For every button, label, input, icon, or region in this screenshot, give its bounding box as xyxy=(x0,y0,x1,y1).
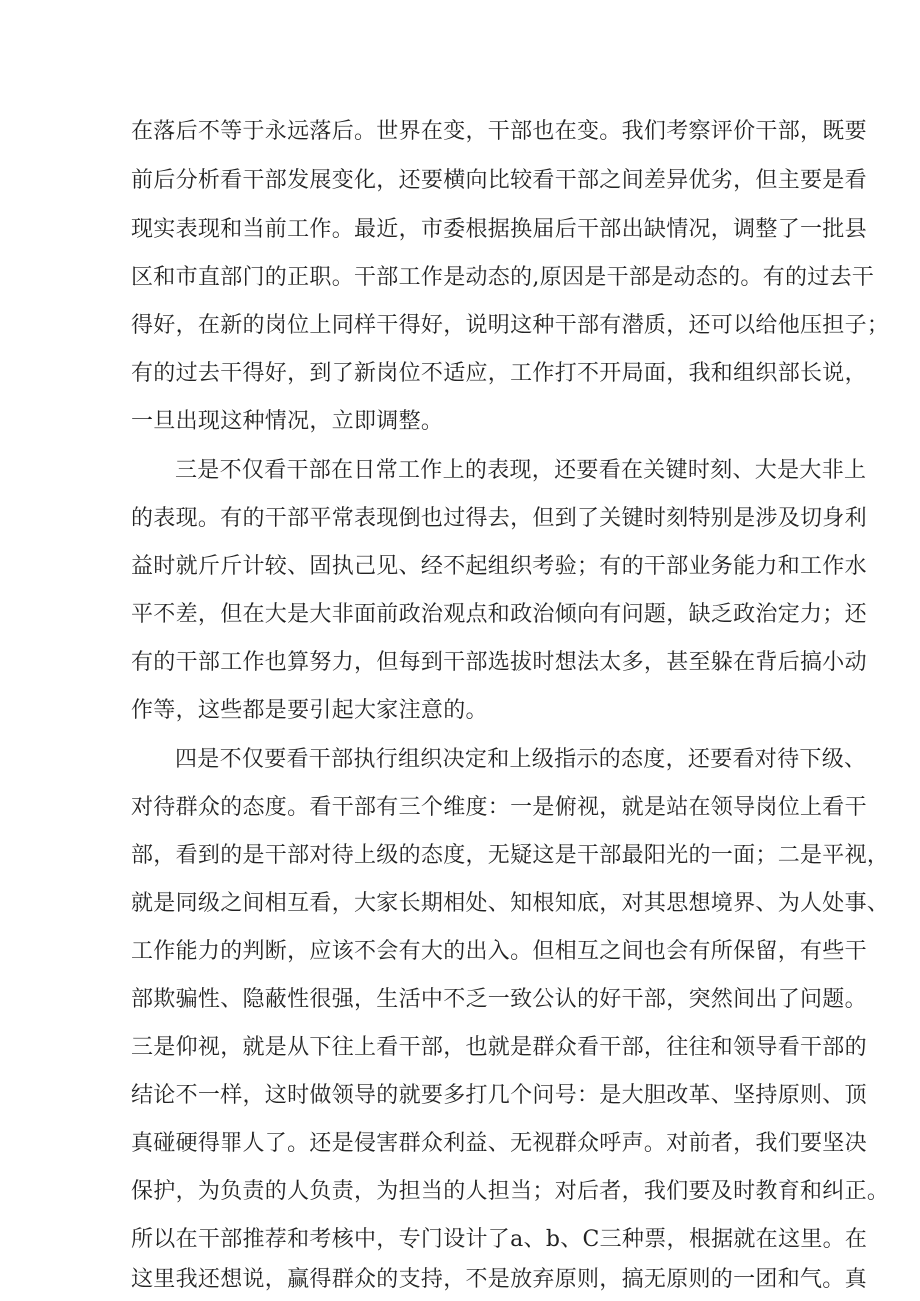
text-line: 前后分析看干部发展变化，还要横向比较看干部之间差异优劣，但主要是看 xyxy=(131,168,867,193)
text-line: 保护，为负责的人负责，为担当的人担当；对后者，我们要及时教育和纠正。 xyxy=(131,1179,890,1204)
text-line: 区和市直部门的正职。干部工作是动态的,原因是干部是动态的。有的过去干 xyxy=(131,265,875,290)
text-line: 对待群众的态度。看干部有三个维度：一是俯视，就是站在领导岗位上看干 xyxy=(131,795,867,820)
text-line: 结论不一样，这时做领导的就要多打几个问号：是大胆改革、坚持原则、顶 xyxy=(131,1083,867,1108)
text-line: 部，看到的是干部对待上级的态度，无疑这是干部最阳光的一面；二是平视， xyxy=(131,843,890,868)
text-line: 所以在干部推荐和考核中，专门设计了a、b、C三种票，根据就在这里。在 xyxy=(131,1227,868,1252)
text-line: 这里我还想说，赢得群众的支持，不是放弃原则，搞无原则的一团和气。真 xyxy=(131,1267,867,1292)
text-line: 有的过去干得好，到了新岗位不适应，工作打不开局面，我和组织部长说， xyxy=(131,361,867,386)
text-line: 工作能力的判断，应该不会有大的出入。但相互之间也会有所保留，有些干 xyxy=(131,939,867,964)
text-line: 就是同级之间相互看，大家长期相处、知根知底，对其思想境界、为人处事、 xyxy=(131,891,890,916)
text-line: 真碰硬得罪人了。还是侵害群众利益、无视群众呼声。对前者，我们要坚决 xyxy=(131,1131,867,1156)
paragraph-4-first-line: 四是不仅要看干部执行组织决定和上级指示的态度，还要看对待下级、 xyxy=(175,747,867,772)
text-line: 得好，在新的岗位上同样干得好，说明这种干部有潜质，还可以给他压担子； xyxy=(131,313,890,338)
text-line: 三是仰视，就是从下往上看干部，也就是群众看干部，往往和领导看干部的 xyxy=(131,1035,867,1060)
text-line: 益时就斤斤计较、固执己见、经不起组织考验；有的干部业务能力和工作水 xyxy=(131,554,867,579)
text-line: 现实表现和当前工作。最近，市委根据换届后干部出缺情况，调整了一批县 xyxy=(131,217,867,242)
text-line: 作等，这些都是要引起大家注意的。 xyxy=(131,698,488,723)
paragraph-3-first-line: 三是不仅看干部在日常工作上的表现，还要看在关键时刻、大是大非上 xyxy=(175,458,867,483)
text-line: 有的干部工作也算努力，但每到干部选拔时想法太多，甚至躲在背后搞小动 xyxy=(131,650,867,675)
text-line: 平不差，但在大是大非面前政治观点和政治倾向有问题，缺乏政治定力；还 xyxy=(131,602,867,627)
text-line: 一旦出现这种情况，立即调整。 xyxy=(131,409,444,434)
text-line: 部欺骗性、隐蔽性很强，生活中不乏一致公认的好干部，突然间出了问题。 xyxy=(131,987,867,1012)
text-line: 在落后不等于永远落后。世界在变，干部也在变。我们考察评价干部，既要 xyxy=(131,119,867,144)
text-line: 的表现。有的干部平常表现倒也过得去，但到了关键时刻特别是涉及切身利 xyxy=(131,506,867,531)
